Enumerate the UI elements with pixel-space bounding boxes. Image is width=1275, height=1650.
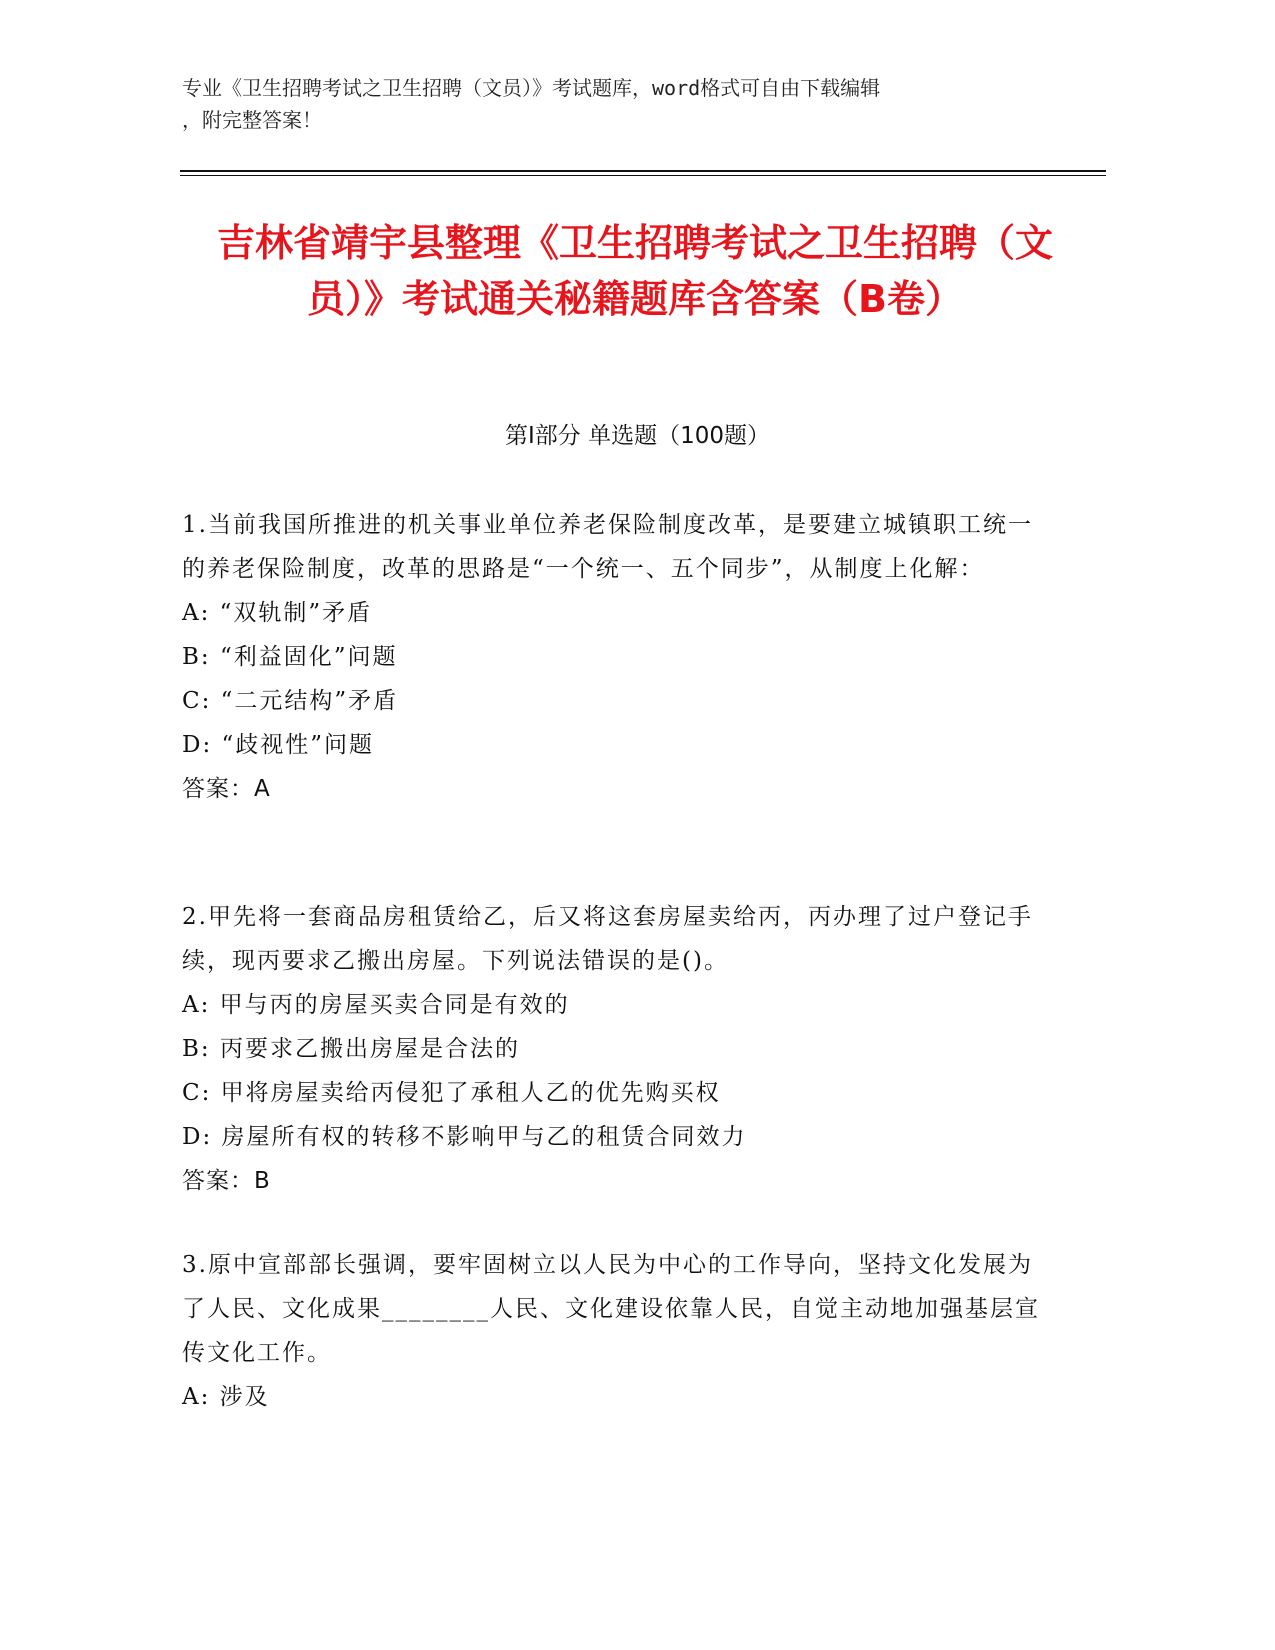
header-note-line: ，附完整答案！ (182, 108, 322, 132)
question-option: C: “二元结构”矛盾 (182, 688, 399, 714)
document-title: 吉林省靖宇县整理《卫生招聘考试之卫生招聘（文员）》考试通关秘籍题库含答案（B卷） (216, 221, 1053, 321)
question-stem: 2.甲先将一套商品房租赁给乙，后又将这套房屋卖给丙，丙办理了过户登记手续，现丙要求乙搬出房屋。下列说法错误的是()。 (182, 904, 1033, 974)
question-option: D: 房屋所有权的转移不影响甲与乙的租赁合同效力 (182, 1124, 747, 1150)
question-1 (182, 503, 1042, 811)
question-option: A: 涉及 (182, 1384, 270, 1410)
header-note (182, 72, 1042, 136)
section-title: 第I部分 单选题（100题） (505, 423, 770, 449)
question-option: C: 甲将房屋卖给丙侵犯了承租人乙的优先购买权 (182, 1080, 721, 1106)
header-divider-thin (180, 175, 1106, 176)
question-option: D: “歧视性”问题 (182, 732, 375, 758)
question-stem: 3.原中宣部部长强调，要牢固树立以人民为中心的工作导向，坚持文化发展为了人民、文化成果________人民、文化建设依靠人民，自觉主动地加强基层宣传文化工作。 (182, 1252, 1040, 1366)
question-option: B: 丙要求乙搬出房屋是合法的 (182, 1036, 520, 1062)
question-3 (182, 1243, 1042, 1419)
question-option: A: 甲与丙的房屋买卖合同是有效的 (182, 992, 570, 1018)
question-2 (182, 895, 1042, 1203)
question-option: B: “利益固化”问题 (182, 644, 398, 670)
header-note-line: 专业《卫生招聘考试之卫生招聘（文员）》考试题库，word格式可自由下载编辑 (182, 76, 881, 100)
question-answer: 答案：A (182, 776, 271, 802)
question-stem: 1.当前我国所推进的机关事业单位养老保险制度改革，是要建立城镇职工统一的养老保险制度，改革的思路是“一个统一、五个同步”，从制度上化解： (182, 512, 1033, 582)
question-option: A: “双轨制”矛盾 (182, 600, 373, 626)
header-divider (180, 170, 1106, 172)
question-answer: 答案：B (182, 1168, 271, 1194)
